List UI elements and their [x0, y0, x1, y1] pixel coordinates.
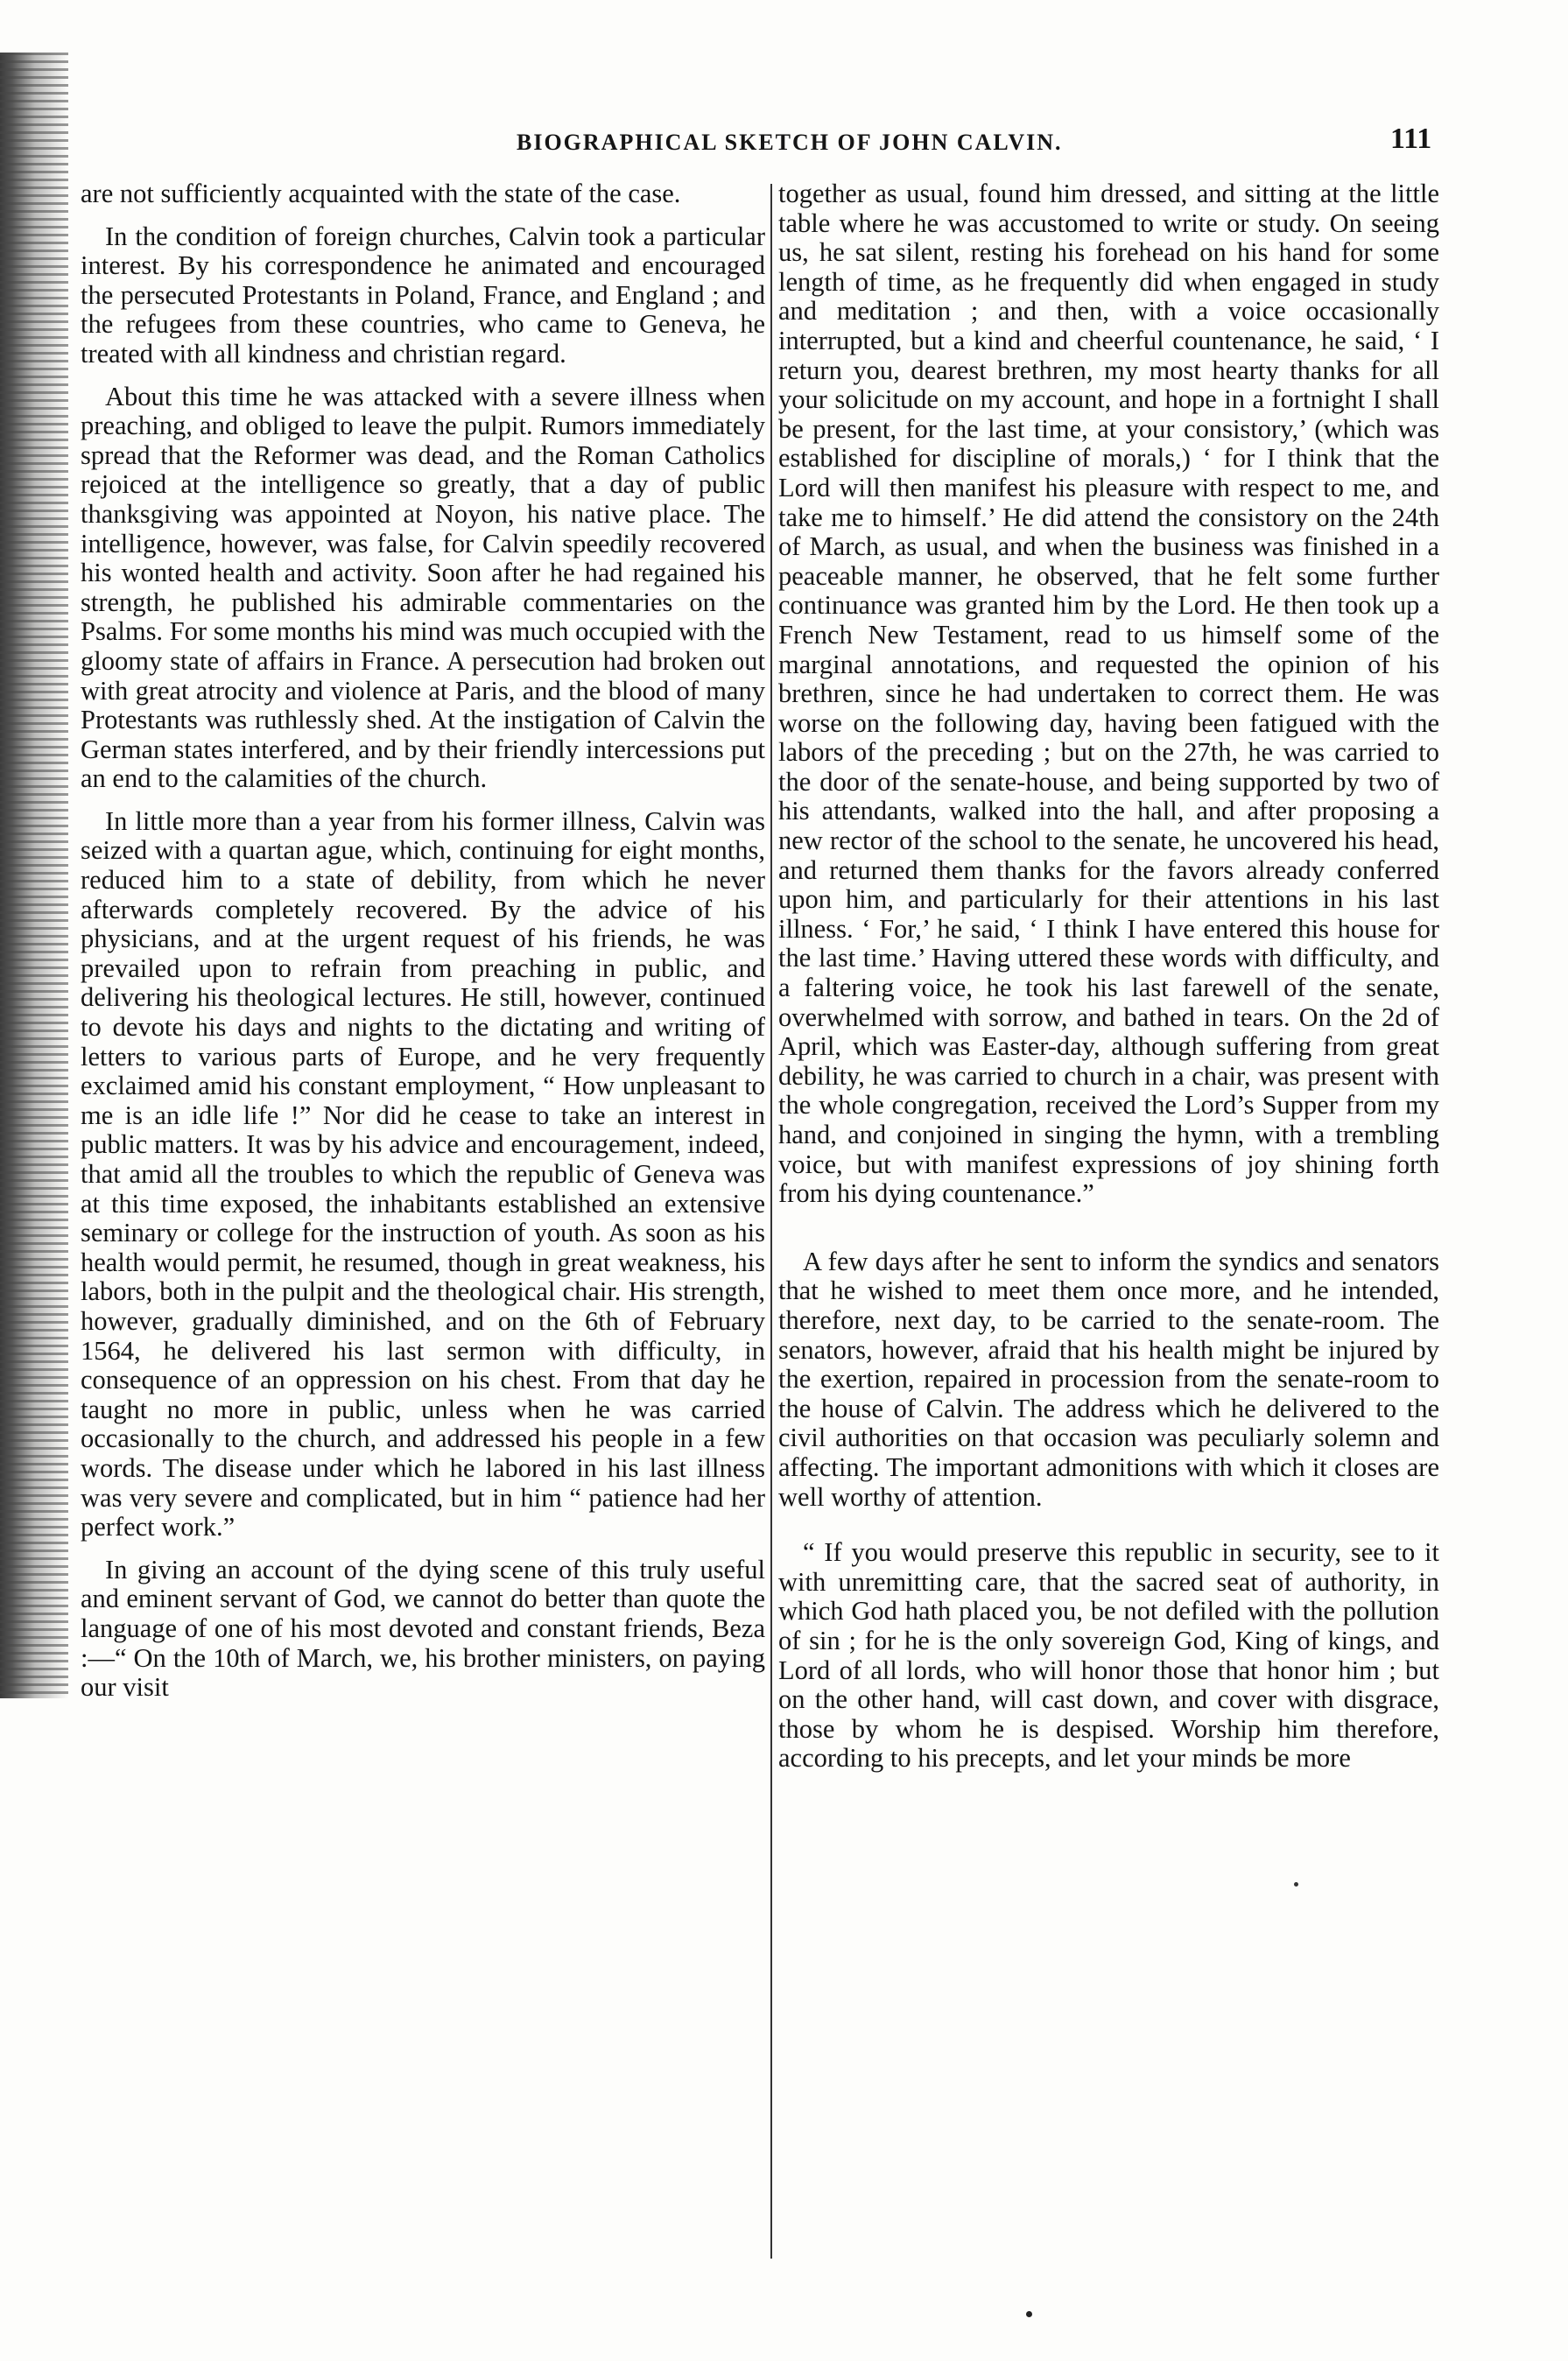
paragraph: About this time he was attacked with a severe illness when preaching, and obliged to leave the pulpit. Rumors immediately spread that the Reformer was dead, and the Roman Catholics rejoiced at the intelligence so greatly, that a day of public thanksgiving was appointed at Noyon, his native place. The intelligence, however, was false, for Calvin speedily recovered his wonted health and activity. Soon after he had regained his strength, he published his admirable commentaries on the Psalms. For some months his mind was much occupied with the gloomy state of affairs in France. A persecution had broken out with great atrocity and violence at Paris, and the blood of many Protestants was ruthlessly shed. At the instigation of Calvin the German states interfered, and by their friendly intercessions put an end to the calamities of the church.: [81, 381, 765, 794]
page-binding-shadow: [0, 53, 68, 1698]
print-speck: [1294, 1882, 1298, 1887]
paragraph: “ If you would preserve this republic in security, see to it with unremitting care, that the sacred seat of authority, in which God hath placed you, be not defiled with the pollution of sin ; for he is the only sovereign God, King of kings, and Lord of all lords, who will honor those that honor him ; but on the other hand, will cast down, and cover with disgrace, those by whom he is despised. Worship him therefore, according to his precepts, and let your minds be more: [778, 1537, 1439, 1774]
paragraph: In the condition of foreign churches, Calvin took a particular interest. By his correspondence he animated and encouraged the persecuted Protestants in Poland, France, and England ; and the refugees from these countries, who came to Geneva, he treated with all kindness and christian regard.: [81, 221, 765, 369]
paragraph: together as usual, found him dressed, and sitting at the little table where he was accustomed to write or study. On seeing us, he sat silent, resting his forehead on his hand for some length of time, as he frequently did when engaged in study and meditation ; and then, with a voice occasionally interrupted, but a kind and cheerful countenance, he said, ‘ I return you, dearest brethren, my most hearty thanks for all your solicitude on my account, and hope in a fortnight I shall be present, for the last time, at your consistory,’ (which was established for discipline of morals,) ‘ for I think that the Lord will then manifest his pleasure with respect to me, and take me to himself.’ He did attend the consistory on the 24th of March, as usual, and when the business was finished in a peaceable manner, he observed, that he felt some further continuance was granted him by the Lord. He then took up a French New Testament, read to us himself some of the marginal annotations, and requested the opinion of his brethren, since he had undertaken to correct them. He was worse on the following day, having been fatigued with the labors of the preceding ; but on the 27th, he was carried to the door of the senate-house, and being supported by two of his attendants, walked into the hall, and after proposing a new rector of the school to the senate, he uncovered his head, and returned them thanks for the favors already conferred upon him, and particularly for their attentions in his last illness. ‘ For,’ he said, ‘ I think I have entered this house for the last time.’ Having uttered these words with difficulty, and a faltering voice, he took his last farewell of the senate, overwhelmed with sorrow, and bathed in tears. On the 2d of April, which was Easter-day, although suffering from great debility, he was carried to church in a chair, was present with the whole congregation, received the Lord’s Supper from my hand, and conjoined in singing the hymn, with a trembling voice, but with manifest expressions of joy shining forth from his dying countenance.”: [778, 179, 1439, 1209]
paragraph: In giving an account of the dying scene of this truly useful and eminent servant of God, we cannot do better than quote the language of one of his most devoted and constant friends, Beza :—“ On the 10th of March, we, his brother ministers, on paying our visit: [81, 1554, 765, 1703]
paragraph: are not sufficiently acquainted with the state of the case.: [81, 179, 681, 208]
right-column: [778, 179, 1439, 1774]
left-column: [81, 179, 765, 1703]
paragraph: A few days after he sent to inform the syndics and senators that he wished to meet them once more, and he intended, therefore, next day, to be carried to the senate-room. The senators, however, afraid that his health might be injured by the exertion, repaired in procession from the senate-room to the house of Calvin. The address which he delivered to the civil authorities on that occasion was peculiarly solemn and affecting. The important admonitions with which it closes are well worthy of attention.: [778, 1246, 1439, 1512]
paragraph: In little more than a year from his former illness, Calvin was seized with a quartan ague, which, continuing for eight months, reduced him to a state of debility, from which he never afterwards completely recovered. By the advice of his physicians, and at the urgent request of his friends, he was prevailed upon to refrain from preaching in public, and delivering his theological lectures. He still, however, continued to devote his days and nights to the dictating and writing of letters to various parts of Europe, and he very frequently exclaimed amid his constant employment, “ How unpleasant to me is an idle life !” Nor did he cease to take an interest in public matters. It was by his advice and encouragement, indeed, that amid all the troubles to which the republic of Geneva was at this time exposed, the inhabitants established an extensive seminary or college for the instruction of youth. As soon as his health would permit, he resumed, though in great weakness, his labors, both in the pulpit and the theological chair. His strength, however, gradually diminished, and on the 6th of February 1564, he delivered his last sermon with difficulty, in consequence of an oppression on his chest. From that day he taught no more in public, unless when he was carried occasionally to the church, and addressed his people in a few words. The disease under which he labored in his last illness was very severe and complicated, but in him “ patience had her perfect work.”: [81, 805, 765, 1542]
column-divider: [770, 184, 772, 2259]
page-number: 111: [1390, 123, 1432, 155]
print-speck: [1026, 2311, 1032, 2317]
running-head: BIOGRAPHICAL SKETCH OF JOHN CALVIN.: [517, 130, 1063, 155]
